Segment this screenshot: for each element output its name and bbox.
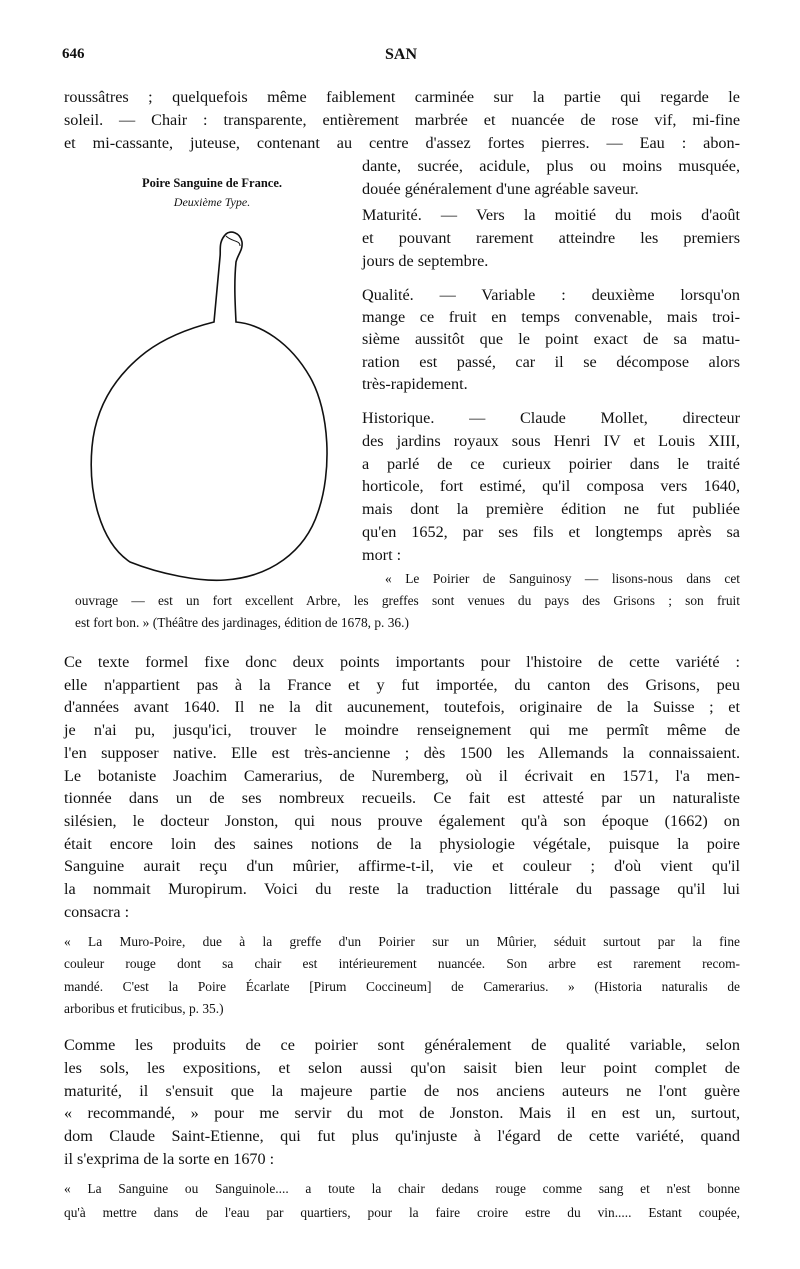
pear-illustration [80, 222, 350, 587]
paragraph-description [64, 86, 740, 154]
text-line: horticole, fort estimé, qu'il composa vers 1640, [362, 477, 740, 496]
text-line: « Le Poirier de Sanguinosy — lisons-nous dans cet [385, 571, 740, 586]
text-line: l'en supposer native. Elle est très-ancienne ; dès 1500 les Allemands la connaissaient. [64, 743, 740, 762]
text-line: était encore loin des saines notions de la physiologie végétale, puisque la poire [64, 834, 740, 853]
text-line: ration est passé, car il se décompose alors [362, 352, 740, 371]
text-line: silésien, le docteur Jonston, qui nous prouve également qu'à son époque (1662) on [64, 811, 740, 830]
text-line: les sols, les expositions, et selon aussi qu'on saisit bien leur point complet de [64, 1058, 740, 1077]
quote-mollet-cont [75, 590, 740, 635]
text-line: maturité, il s'ensuit que la majeure partie de nos anciens auteurs ne l'ont guère [64, 1081, 740, 1100]
text-line: très-rapidement. [362, 374, 468, 393]
text-line: sième aussitôt que le point exact de sa matu- [362, 330, 740, 349]
quote-jonston [64, 931, 740, 1021]
section-historique [362, 407, 740, 567]
text-line: jours de septembre. [362, 251, 489, 270]
section-maturite [362, 204, 740, 272]
text-line: et pouvant rarement atteindre les premiers [362, 228, 740, 247]
quote-saint-etienne [64, 1177, 740, 1224]
text-line: et mi-cassante, juteuse, contenant au centre d'assez fortes pierres. — Eau : abon- [64, 133, 740, 152]
figure-subcaption: Deuxième Type. [173, 195, 251, 209]
text-line: elle n'appartient pas à la France et y fut importée, du canton des Grisons, peu [64, 675, 740, 694]
text-line: « La Sanguine ou Sanguinole.... a toute la chair dedans rouge comme sang et n'est bonne [64, 1181, 740, 1196]
text-line: Historique. — Claude Mollet, directeur [362, 409, 740, 427]
text-line: couleur rouge dont sa chair est intérieurement nuancée. Son arbre est rarement recom- [64, 956, 740, 972]
text-line: ouvrage — est un fort excellent Arbre, les greffes sont venues du pays des Grisons ; son fruit [75, 593, 740, 608]
figure-caption: Poire Sanguine de France. [141, 176, 283, 190]
text-line: dante, sucrée, acidule, plus ou moins musquée, [362, 157, 740, 175]
text-line: roussâtres ; quelquefois même faiblement carminée sur la partie qui regarde le [64, 88, 740, 106]
paragraph-quality [64, 1034, 740, 1171]
text-line: d'années avant 1640. Il ne la dit aucunement, toutefois, originaire de la Suisse ; et [64, 698, 740, 717]
text-line: Comme les produits de ce poirier sont généralement de qualité variable, selon [64, 1036, 740, 1054]
text-line: mange ce fruit en temps convenable, mais troi- [362, 308, 740, 327]
text-line: mais dont la première édition ne fut publiée [362, 500, 740, 519]
text-line: « La Muro-Poire, due à la greffe d'un Poirier sur un Mûrier, séduit surtout par la fine [64, 934, 740, 949]
page-number: 646 [62, 46, 85, 62]
text-line: Maturité. — Vers la moitié du mois d'août [362, 206, 740, 224]
text-line: Le botaniste Joachim Camerarius, de Nuremberg, où il écrivait en 1571, l'a men- [64, 766, 740, 785]
text-line: est fort bon. » (Théâtre des jardinages, édition de 1678, p. 36.) [75, 615, 409, 631]
text-line: il s'exprima de la sorte en 1670 : [64, 1149, 275, 1168]
text-line: soleil. — Chair : transparente, entièrement marbrée et nuancée de rose vif, mi-fine [64, 110, 740, 129]
text-line: consacra : [64, 902, 130, 921]
text-line: douée généralement d'une agréable saveur. [362, 179, 639, 198]
text-line: tionnée dans un de ses nombreux recueils. Ce fait est attesté par un naturaliste [64, 789, 740, 808]
text-line: arboribus et fruticibus, p. 35.) [64, 1001, 224, 1017]
text-line: mort : [362, 545, 402, 564]
paragraph-history [64, 651, 740, 923]
text-line: qu'en 1652, par ses fils et longtemps après sa [362, 522, 740, 541]
text-line: a parlé de ce curieux poirier dans le traité [362, 454, 740, 473]
text-line: « recommandé, » pour me servir du mot de Jonston. Mais il en est un, surtout, [64, 1104, 740, 1123]
text-line: Sanguine aurait reçu d'un mûrier, affirme-t-il, vie et couleur ; d'où vient qu'il [64, 857, 740, 876]
text-line: qu'à mettre dans de l'eau par quartiers, pour la faire croire estre du vin..... Estant coupée, [64, 1204, 740, 1220]
text-line: mandé. C'est la Poire Écarlate [Pirum Coccineum] de Camerarius. » (Historia naturalis de [64, 978, 740, 994]
text-line: dom Claude Saint-Etienne, qui fut plus qu'injuste à l'égard de cette variété, quand [64, 1127, 740, 1146]
text-line: je n'ai pu, jusqu'ici, trouver le moindre renseignement qui me permît même de [64, 721, 740, 740]
paragraph-description-cont [362, 155, 740, 201]
text-line: des jardins royaux sous Henri IV et Louis XIII, [362, 431, 740, 450]
text-line: Ce texte formel fixe donc deux points importants pour l'histoire de cette variété : [64, 653, 740, 671]
text-line: Qualité. — Variable : deuxième lorsqu'on [362, 286, 740, 304]
text-line: la nommait Muropirum. Voici du reste la traduction littérale du passage qu'il lui [64, 880, 740, 899]
quote-mollet [385, 568, 740, 590]
running-title: SAN [385, 46, 418, 63]
section-qualite [362, 284, 740, 395]
